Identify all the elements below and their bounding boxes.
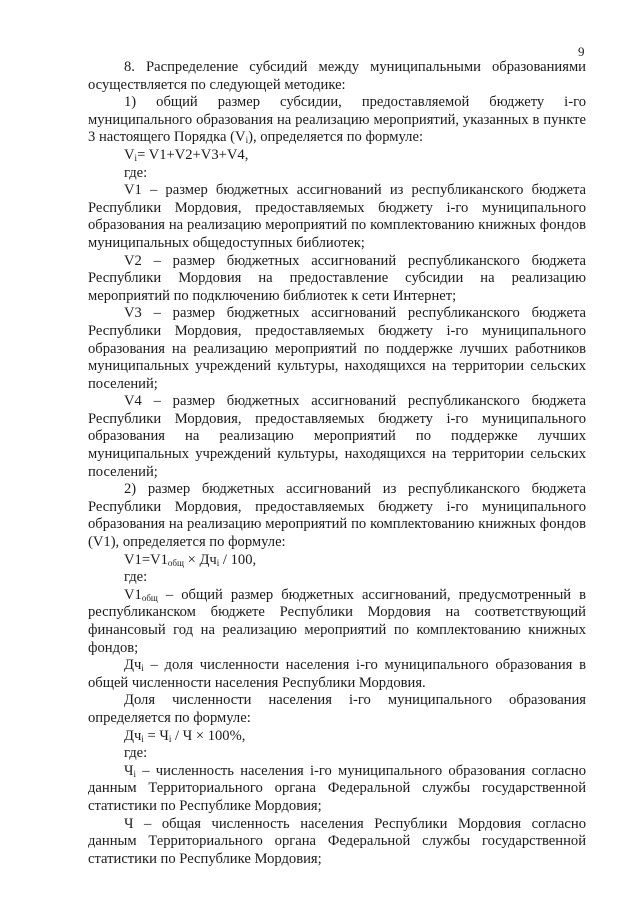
where-label: где: — [124, 569, 148, 586]
definition-v2: V2 – размер бюджетных ассигнований республиканского бюджета Республики Мордовия на предоставление субсидии на реализацию мероприятий по подключению библиотек к сети Интернет; — [88, 252, 586, 304]
where-label: где: — [124, 164, 148, 181]
definition-v1-total: $V1_{общ}$ – общий размер бюджетных ассигнований, предусмотренный в республиканском бюджете Республики Мордовия на соответствующий финансовый год на реализацию мероприятий по комплектованию книжных фондов; — [88, 586, 586, 656]
formula-v1: $V1=V1_{общ} \times Дч_i / 100$, — [124, 551, 257, 568]
formula-population-share: $Дч_i = Ч_i / Ч \times 100\%$, — [124, 727, 246, 744]
definition-municipal-population: $Ч_i$ – численность населения i-го муниципального образования согласно данным Территориального органа Федеральной службы государственной статистики по Республике Мордовия; — [88, 762, 586, 814]
definition-population-share: $Дч_i$ – доля численности населения i-го муниципального образования в общей численности населения Республики Мордовия. — [88, 657, 586, 691]
where-label: где: — [124, 745, 148, 762]
paragraph-v1-size: 2) размер бюджетных ассигнований из республиканского бюджета Республики Мордовия, предоставляемых бюджету i-го муниципального образования на реализацию мероприятий по комплектованию книжных фондов (V1), определяется по формуле: — [88, 481, 586, 551]
paragraph-distribution-intro: 8. Распределение субсидий между муниципальными образованиями осуществляется по следующей методике: — [88, 59, 586, 93]
definition-v3: V3 – размер бюджетных ассигнований республиканского бюджета Республики Мордовия, предоставляемых бюджету i-го муниципального образования на реализацию мероприятий по поддержке лучших работников муниципальных учреждений культуры, находящихся на территории сельских поселений; — [88, 305, 586, 392]
paragraph-share-formula-intro: Доля численности населения i-го муниципального образования определяется по формуле: — [88, 692, 586, 726]
page-number: 9 — [578, 44, 585, 59]
document-body — [88, 59, 586, 868]
definition-v4: V4 – размер бюджетных ассигнований республиканского бюджета Республики Мордовия, предоставляемых бюджету i-го муниципального образования на реализацию мероприятий по поддержке лучших муниципальных учреждений культуры, находящихся на территории сельских поселений; — [88, 393, 586, 480]
definition-v1: V1 – размер бюджетных ассигнований из республиканского бюджета Республики Мордовия, предоставляемых бюджету i-го муниципального образования на реализацию мероприятий по комплектованию книжных фондов муниципальных общедоступных библиотек; — [88, 182, 586, 251]
formula-vi: $V_i= V1+V2+V3+V4$, — [124, 146, 249, 163]
paragraph-total-subsidy: 1) общий размер субсидии, предоставляемой бюджету i-го муниципального образования на реализацию мероприятий, указанных в пункте 3 настоящего Порядка $(V_i)$, определяется по формуле: — [88, 94, 586, 146]
definition-total-population: Ч – общая численность населения Республики Мордовия согласно данным Территориального органа Федеральной службы государственной статистики по Республике Мордовия; — [88, 815, 586, 867]
